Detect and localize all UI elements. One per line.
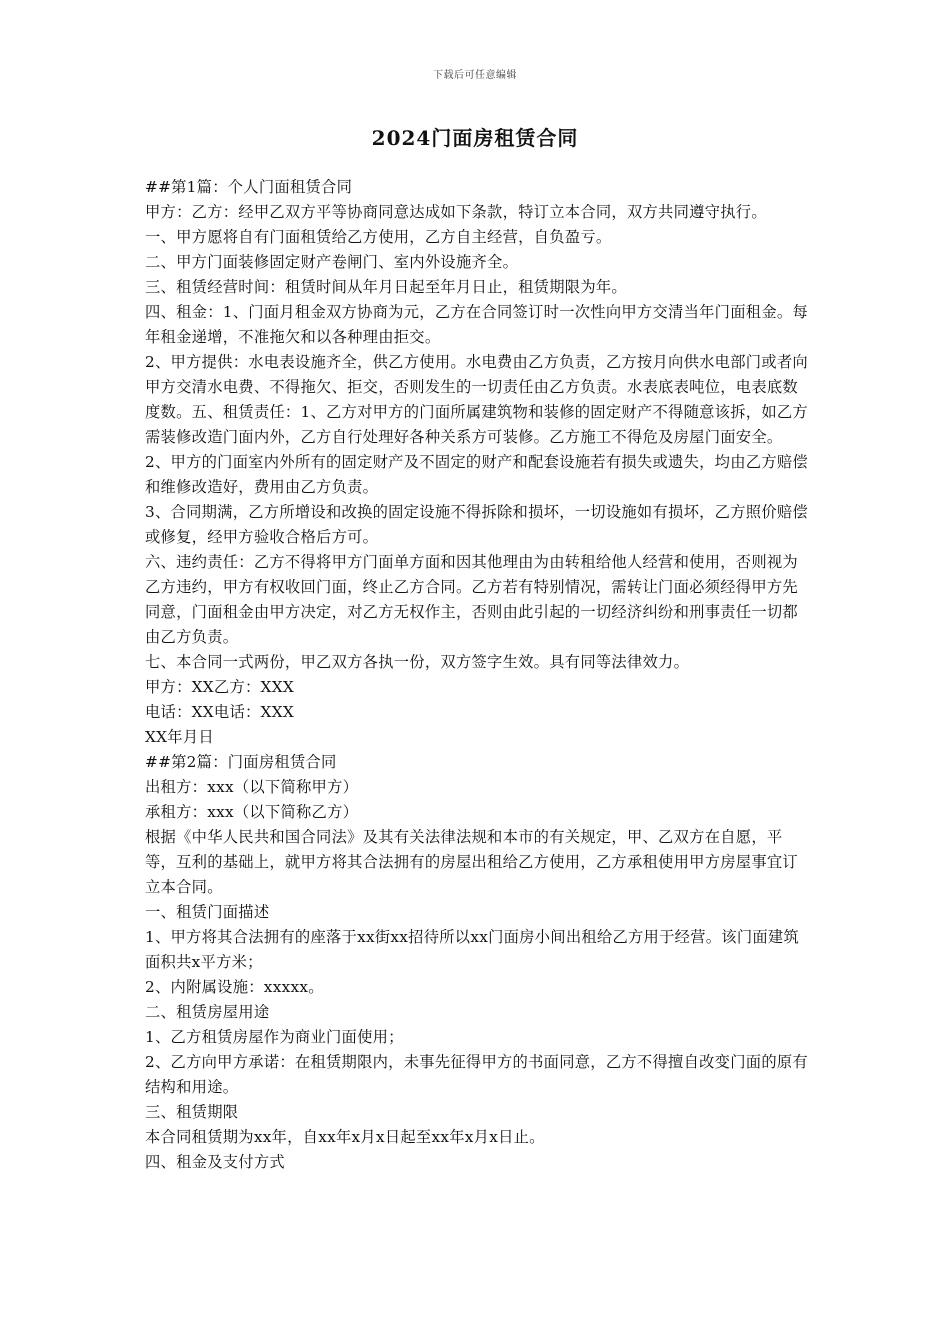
paragraph: 根据《中华人民共和国合同法》及其有关法律法规和本市的有关规定，甲、乙双方在自愿，平等，互利的基础上，就甲方将其合法拥有的房屋出租给乙方使用，乙方承租使用甲方房屋事宜订立本合同。 bbox=[145, 828, 798, 896]
paragraph: 2、甲方提供：水电表设施齐全，供乙方使用。水电费由乙方负责，乙方按月向供水电部门或者向甲方交清水电费、不得拖欠、拒交，否则发生的一切责任由乙方负责。水表底表吨位，电表底数度数。五、租赁责任：1、乙方对甲方的门面所属建筑物和装修的固定财产不得随意该拆，如乙方需装修改造门面内外，乙方自行处理好各种关系方可装修。乙方施工不得危及房屋门面安全。 bbox=[145, 353, 808, 446]
paragraph: 一、甲方愿将自有门面租赁给乙方使用，乙方自主经营，自负盈亏。 bbox=[145, 228, 612, 246]
paragraph: 二、甲方门面装修固定财产卷闸门、室内外设施齐全。 bbox=[145, 253, 519, 271]
paragraph: 3、合同期满，乙方所增设和改换的固定设施不得拆除和损坏，一切设施如有损坏，乙方照价赔偿或修复，经甲方验收合格后方可。 bbox=[145, 503, 808, 546]
header-note: 下载后可任意编辑 bbox=[433, 70, 517, 81]
paragraph: 七、本合同一式两份，甲乙双方各执一份，双方签字生效。具有同等法律效力。 bbox=[145, 653, 690, 671]
document-body bbox=[145, 175, 810, 1175]
paragraph: 电话：XX电话：XXX bbox=[145, 703, 294, 721]
paragraph: 六、违约责任：乙方不得将甲方门面单方面和因其他理由为由转租给他人经营和使用，否则视为乙方违约，甲方有权收回门面，终止乙方合同。乙方若有特别情况，需转让门面必须经得甲方先同意，门面租金由甲方决定，对乙方无权作主，否则由此引起的一切经济纠纷和刑事责任一切都由乙方负责。 bbox=[145, 553, 798, 646]
paragraph: 1、乙方租赁房屋作为商业门面使用； bbox=[145, 1028, 404, 1046]
paragraph: 承租方：xxx（以下简称乙方） bbox=[145, 803, 359, 821]
paragraph: 一、租赁门面描述 bbox=[145, 903, 270, 921]
paragraph: ##第1篇：个人门面租赁合同 bbox=[145, 178, 353, 196]
paragraph: 2、乙方向甲方承诺：在租赁期限内，未事先征得甲方的书面同意，乙方不得擅自改变门面的原有结构和用途。 bbox=[145, 1053, 808, 1096]
paragraph: 2、内附属设施：xxxxx。 bbox=[145, 978, 324, 996]
document-title: 2024门面房租赁合同 bbox=[371, 126, 579, 150]
paragraph: ##第2篇：门面房租赁合同 bbox=[145, 753, 337, 771]
paragraph: 二、租赁房屋用途 bbox=[145, 1003, 270, 1021]
paragraph: 三、租赁期限 bbox=[145, 1103, 239, 1121]
paragraph: 1、甲方将其合法拥有的座落于xx街xx招待所以xx门面房小间出租给乙方用于经营。该门面建筑面积共x平方米； bbox=[145, 928, 800, 971]
paragraph: 四、租金及支付方式 bbox=[145, 1153, 285, 1171]
paragraph: 甲方：XX乙方：XXX bbox=[145, 678, 294, 696]
paragraph: 出租方：xxx（以下简称甲方） bbox=[145, 778, 359, 796]
paragraph: 2、甲方的门面室内外所有的固定财产及不固定的财产和配套设施若有损失或遗失，均由乙方赔偿和维修改造好，费用由乙方负责。 bbox=[145, 453, 808, 496]
paragraph: 三、租赁经营时间：租赁时间从年月日起至年月日止，租赁期限为年。 bbox=[145, 278, 627, 296]
paragraph: XX年月日 bbox=[145, 728, 214, 746]
paragraph: 本合同租赁期为xx年，自xx年x月x日起至xx年x月x日止。 bbox=[145, 1128, 545, 1146]
paragraph: 四、租金：1、门面月租金双方协商为元，乙方在合同签订时一次性向甲方交清当年门面租金。每年租金递增，不准拖欠和以各种理由拒交。 bbox=[145, 303, 808, 346]
paragraph: 甲方：乙方：经甲乙双方平等协商同意达成如下条款，特订立本合同，双方共同遵守执行。 bbox=[145, 203, 767, 221]
